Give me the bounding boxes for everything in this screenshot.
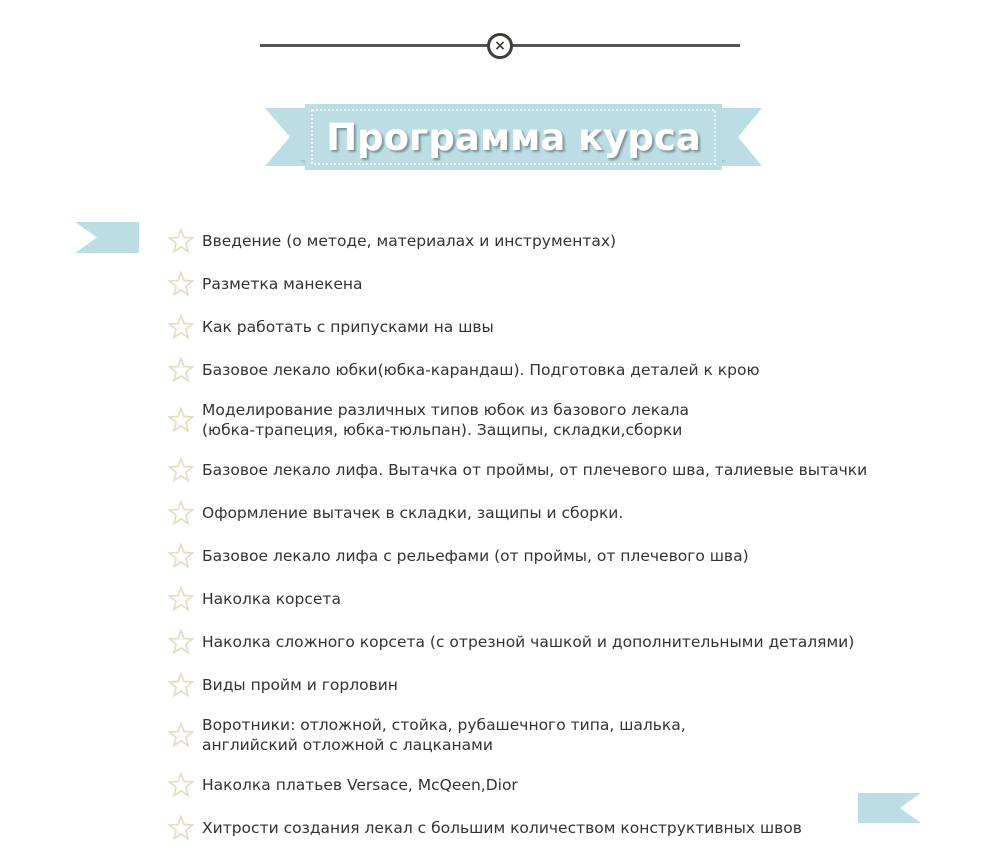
list-item: [168, 357, 867, 383]
list-item-text: Оформление вытачек в складки, защипы и сборки.: [202, 504, 624, 522]
star-icon: [168, 586, 194, 612]
list-item-text: Введение (о методе, материалах и инструментах): [202, 232, 617, 250]
star-icon: [168, 629, 194, 655]
ribbon-flag-left: [75, 222, 139, 253]
list-item-text: Как работать с припусками на швы: [202, 318, 494, 336]
star-icon: [168, 457, 194, 483]
star-icon: [168, 271, 194, 297]
list-item-text: Моделирование различных типов юбок из базового лекала (юбка-трапеция, юбка-тюльпан). Защипы, складки,сборки: [202, 401, 689, 439]
page-title: Программа курса: [326, 115, 701, 159]
list-item-text: Разметка манекена: [202, 275, 363, 293]
list-item: [168, 543, 867, 569]
list-item: [168, 314, 867, 340]
star-icon: [168, 314, 194, 340]
list-item-text: Воротники: отложной, стойка, рубашечного типа, шалька, английский отложной с лацканами: [202, 716, 686, 754]
list-item: [168, 672, 867, 698]
star-icon: [168, 500, 194, 526]
star-icon: [168, 407, 194, 433]
list-item: [168, 629, 867, 655]
list-item-text: Базовое лекало лифа. Вытачка от проймы, от плечевого шва, талиевые вытачки: [202, 461, 868, 479]
list-item: [168, 500, 867, 526]
list-item-text: Наколка сложного корсета (с отрезной чашкой и дополнительными деталями): [202, 633, 855, 651]
list-item: [168, 586, 867, 612]
star-icon: [168, 772, 194, 798]
star-icon: [168, 722, 194, 748]
list-item: [168, 772, 867, 798]
list-item: [168, 815, 867, 841]
title-ribbon: [0, 0, 1000, 200]
list-item-text: Наколка платьев Versace, McQeen,Dior: [202, 776, 518, 794]
course-program-list: [168, 228, 867, 858]
list-item-text: Базовое лекало юбки(юбка-карандаш). Подготовка деталей к крою: [202, 361, 760, 379]
list-item-text: Базовое лекало лифа с рельефами (от проймы, от плечевого шва): [202, 547, 749, 565]
ribbon-flag-right: [858, 793, 921, 823]
star-icon: [168, 543, 194, 569]
star-icon: [168, 357, 194, 383]
list-item: [168, 400, 867, 440]
list-item: [168, 228, 867, 254]
star-icon: [168, 815, 194, 841]
list-item-text: Виды пройм и горловин: [202, 676, 398, 694]
star-icon: [168, 228, 194, 254]
list-item-text: Наколка корсета: [202, 590, 341, 608]
close-icon: ×: [494, 38, 506, 54]
star-icon: [168, 672, 194, 698]
list-item: [168, 715, 867, 755]
list-item-text: Хитрости создания лекал с большим количеством конструктивных швов: [202, 819, 802, 837]
list-item: [168, 271, 867, 297]
list-item: [168, 457, 867, 483]
